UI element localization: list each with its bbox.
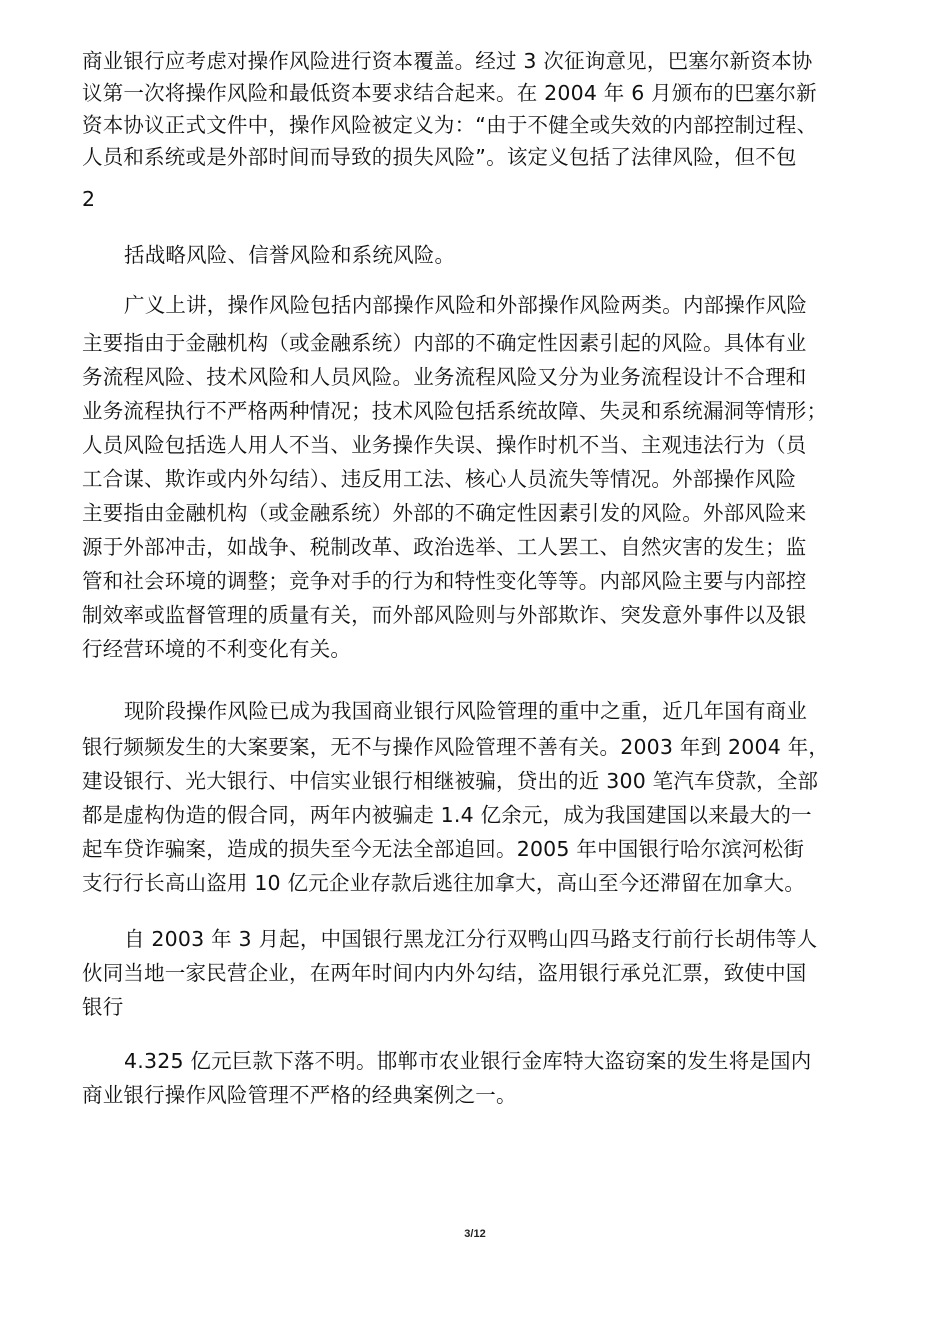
paragraph-line: 括战略风险、信誉风险和系统风险。	[124, 243, 456, 267]
paragraph-line: 2	[82, 187, 96, 211]
paragraph-line: 商业银行应考虑对操作风险进行资本覆盖。经过 3 次征询意见，巴塞尔新资本协	[82, 49, 813, 73]
paragraph-line: 管和社会环境的调整；竞争对手的行为和特性变化等等。内部风险主要与内部控	[82, 569, 807, 593]
paragraph-line: 资本协议正式文件中，操作风险被定义为：“由于不健全或失效的内部控制过程、	[82, 113, 818, 137]
page-number: 3/12	[464, 1228, 486, 1240]
paragraph-line: 务流程风险、技术风险和人员风险。业务流程风险又分为业务流程设计不合理和	[82, 365, 807, 389]
paragraph-line: 广义上讲，操作风险包括内部操作风险和外部操作风险两类。内部操作风险	[124, 293, 808, 317]
paragraph-line: 支行行长高山盗用 10 亿元企业存款后逃往加拿大，高山至今还滞留在加拿大。	[82, 871, 806, 895]
paragraph-line: 制效率或监督管理的质量有关，而外部风险则与外部欺诈、突发意外事件以及银	[82, 603, 807, 627]
paragraph-line: 起车贷诈骗案，造成的损失至今无法全部追回。2005 年中国银行哈尔滨河松街	[82, 837, 805, 861]
paragraph-line: 行经营环境的不利变化有关。	[82, 637, 352, 661]
paragraph-line: 都是虚构伪造的假合同，两年内被骗走 1.4 亿余元，成为我国建国以来最大的一	[82, 803, 812, 827]
paragraph-line: 建设银行、光大银行、中信实业银行相继被骗，贷出的近 300 笔汽车贷款，全部	[82, 769, 819, 793]
paragraph-line: 人员风险包括选人用人不当、业务操作失误、操作时机不当、主观违法行为（员	[82, 433, 807, 457]
paragraph-line: 工合谋、欺诈或内外勾结）、违反用工法、核心人员流失等情况。外部操作风险	[82, 467, 797, 491]
paragraph-line: 主要指由金融机构（或金融系统）外部的不确定性因素引发的风险。外部风险来	[82, 501, 807, 525]
paragraph-line: 现阶段操作风险已成为我国商业银行风险管理的重中之重，近几年国有商业	[124, 699, 808, 723]
paragraph-line: 银行频频发生的大案要案，无不与操作风险管理不善有关。2003 年到 2004 年，	[82, 735, 830, 759]
paragraph-line: 业务流程执行不严格两种情况；技术风险包括系统故障、失灵和系统漏洞等情形；	[82, 399, 828, 423]
paragraph-line: 银行	[82, 995, 124, 1019]
paragraph-line: 议第一次将操作风险和最低资本要求结合起来。在 2004 年 6 月颁布的巴塞尔新	[82, 81, 817, 105]
paragraph-line: 自 2003 年 3 月起，中国银行黑龙江分行双鸭山四马路支行前行长胡伟等人	[124, 927, 818, 951]
paragraph-line: 商业银行操作风险管理不严格的经典案例之一。	[82, 1083, 517, 1107]
paragraph-line: 人员和系统或是外部时间而导致的损失风险”。该定义包括了法律风险，但不包	[82, 145, 797, 169]
paragraph-line: 伙同当地一家民营企业，在两年时间内内外勾结，盗用银行承兑汇票，致使中国	[82, 961, 807, 985]
paragraph-line: 主要指由于金融机构（或金融系统）内部的不确定性因素引起的风险。具体有业	[82, 331, 807, 355]
paragraph-line: 源于外部冲击，如战争、税制改革、政治选举、工人罢工、自然灾害的发生；监	[82, 535, 807, 559]
paragraph-line: 4.325 亿元巨款下落不明。邯郸市农业银行金库特大盗窃案的发生将是国内	[124, 1049, 812, 1073]
